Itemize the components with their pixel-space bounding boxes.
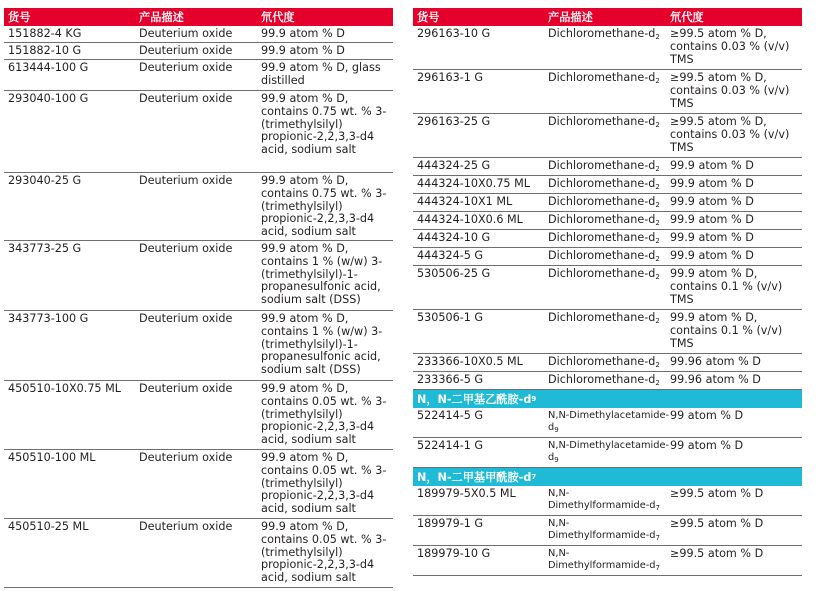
product-description [139,452,261,465]
table-row [413,266,802,310]
catalog-number-text: 296163-1 G [417,71,484,84]
product-description-text: Dichloromethane-d [548,249,656,262]
table-row [4,241,393,311]
catalog-number [413,232,548,245]
deuteration-level [670,160,802,173]
catalog-number [4,175,139,188]
product-description [139,175,261,188]
subscript: 2 [655,219,660,227]
product-description [139,93,261,106]
catalog-number-text: 530506-25 G [417,267,491,280]
deuteration-level [670,178,802,191]
deuteration-level-text: 99.9 atom % D [670,249,754,262]
deuteration-level-text: 99.9 atom % D [670,195,754,208]
table-header [413,8,802,26]
catalog-number-text: 293040-100 G [8,92,89,105]
product-description-text: N,N-Dimethylformamide-d [548,548,656,571]
subscript: 2 [655,273,660,281]
product-description-text: Deuterium oxide [139,44,233,57]
subscript: 2 [655,121,660,129]
deuteration-level [261,313,393,377]
deuteration-level-text: 99.9 atom % D [670,177,754,190]
catalog-number [4,313,139,326]
deuteration-level [261,28,393,41]
deuteration-level [670,518,802,531]
product-description [548,518,670,544]
product-description [548,250,670,266]
product-description [548,28,670,44]
table-row [4,43,393,60]
subscript: 9 [554,455,559,464]
subscript: 2 [655,33,660,41]
product-description [548,160,670,176]
deuteration-level-text: 99.9 atom % D, contains 1 % (w/w) 3-(trimethylsilyl)-1-propanesulfonic acid, sodium salt (DSS) [261,242,383,307]
table-row [4,91,393,173]
catalog-number [4,521,139,534]
catalog-number [413,250,548,263]
product-description [548,196,670,212]
product-description-text: Dichloromethane-d [548,195,656,208]
deuteration-level-text: ≥99.5 atom % D, contains 0.03 % (v/v) TMS [670,115,790,154]
deuteration-level [670,356,802,369]
catalog-number [413,518,548,531]
product-description [548,268,670,284]
subscript: 7 [655,503,660,512]
catalog-number-text: 444324-10X0.75 ML [417,177,530,190]
table-row [413,438,802,468]
header-catalog-no: 货号 [8,11,31,24]
subscript: 7 [655,563,660,572]
catalog-number-text: 530506-1 G [417,311,484,324]
table-row [4,311,393,381]
table-row [413,114,802,158]
subscript: 2 [655,77,660,85]
table-row [413,176,802,194]
product-description-text: Deuterium oxide [139,451,233,464]
catalog-number [413,356,548,369]
catalog-number-text: 613444-100 G [8,61,89,74]
deuteration-level-text: 99.9 atom % D [670,213,754,226]
deuteration-level-text: 99.9 atom % D, contains 0.1 % (v/v) TMS [670,267,783,306]
product-description-text: Dichloromethane-d [548,311,656,324]
catalog-number-text: 296163-25 G [417,115,491,128]
catalog-number [413,116,548,129]
product-description-text: N,N-Dimethylformamide-d [548,518,656,541]
deuteration-level [670,28,802,66]
table-row [413,486,802,516]
catalog-number [413,72,548,85]
product-description [139,28,261,41]
catalog-number-text: 444324-10X1 ML [417,195,513,208]
product-description-text: Dichloromethane-d [548,71,656,84]
table-row [413,248,802,266]
product-description-text: N,N-Dimethylacetamide-d [548,410,670,433]
product-description [548,410,670,436]
deuteration-level-text: 99.96 atom % D [670,373,761,386]
catalog-number-text: 343773-25 G [8,242,82,255]
deuteration-level [670,250,802,263]
table-row [413,372,802,390]
subscript: 2 [655,183,660,191]
product-description-text: Deuterium oxide [139,242,233,255]
header-catalog-no: 货号 [417,11,440,24]
product-description-text: Dichloromethane-d [548,27,656,40]
header-deuteration: 氘代度 [670,11,704,24]
deuteration-level [670,548,802,561]
product-description [548,440,670,466]
catalog-number-text: 444324-5 G [417,249,484,262]
catalog-number [413,268,548,281]
deuteration-level-text: 99.9 atom % D, contains 0.75 wt. % 3-(trimethylsilyl) propionic-2,2,3,3-d4 acid, sodium salt [261,92,387,157]
table-row [413,516,802,546]
product-description-text: N,N-Dimethylacetamide-d [548,440,670,463]
table-row [413,408,802,438]
product-description [548,214,670,230]
table-row [4,26,393,43]
product-description [139,313,261,326]
deuteration-level [670,116,802,154]
product-description-text: Dichloromethane-d [548,177,656,190]
subscript: 7 [531,473,537,481]
deuteration-level [670,268,802,306]
product-description-text: Dichloromethane-d [548,231,656,244]
product-description [139,62,261,75]
product-description [548,312,670,328]
deuteration-level [670,72,802,110]
product-description [548,116,670,132]
table-body [413,26,802,576]
section-header [413,390,802,408]
product-description [548,232,670,248]
deuteration-level-text: 99.9 atom % D, contains 1 % (w/w) 3-(trimethylsilyl)-1-propanesulfonic acid, sodium salt (DSS) [261,312,383,377]
table-row [413,212,802,230]
product-description-text: Deuterium oxide [139,312,233,325]
subscript: 2 [655,361,660,369]
product-description-text: Dichloromethane-d [548,213,656,226]
product-description [548,178,670,194]
section-header [413,468,802,486]
deuteration-level-text: ≥99.5 atom % D, contains 0.03 % (v/v) TMS [670,71,790,110]
deuteration-level [670,374,802,387]
deuteration-level [261,175,393,239]
deuteration-level-text: ≥99.5 atom % D [670,487,764,500]
deuteration-level [261,62,393,88]
subscript: 9 [554,425,559,434]
header-deuteration: 氘代度 [261,11,295,24]
table-header [4,8,393,26]
deuteration-level-text: 99.9 atom % D, contains 0.05 wt. % 3-(trimethylsilyl) propionic-2,2,3,3-d4 acid, sodium salt [261,520,387,585]
catalog-number-text: 189979-1 G [417,517,484,530]
table-row [413,354,802,372]
product-description-text: Deuterium oxide [139,61,233,74]
catalog-number-text: 293040-25 G [8,174,82,187]
deuteration-level-text: 99.9 atom % D [670,159,754,172]
product-description [139,45,261,58]
deuteration-level-text: 99.9 atom % D [670,231,754,244]
deuteration-level [670,488,802,501]
deuteration-level-text: 99 atom % D [670,439,744,452]
catalog-number [413,196,548,209]
product-description [139,383,261,396]
table-row [413,194,802,212]
deuteration-level-text: 99.9 atom % D [261,27,345,40]
catalog-number [4,28,139,41]
deuteration-level [670,214,802,227]
deuteration-level [670,196,802,209]
product-description [548,356,670,372]
catalog-number-text: 444324-10X0.6 ML [417,213,523,226]
deuteration-level [670,232,802,245]
catalog-number-text: 233366-5 G [417,373,484,386]
product-description-text: Dichloromethane-d [548,355,656,368]
catalog-number [4,452,139,465]
catalog-number-text: 151882-10 G [8,44,82,57]
catalog-number [413,160,548,173]
catalog-number [413,312,548,325]
catalog-number-text: 151882-4 KG [8,27,82,40]
catalog-number [413,548,548,561]
header-description: 产品描述 [548,11,593,24]
deuteration-level-text: ≥99.5 atom % D [670,517,764,530]
product-description-text: Deuterium oxide [139,382,233,395]
product-description-text: Deuterium oxide [139,27,233,40]
product-description [548,488,670,514]
product-description-text: Dichloromethane-d [548,115,656,128]
catalog-number [413,374,548,387]
catalog-number [4,93,139,106]
catalog-number [413,488,548,501]
product-description [548,374,670,390]
subscript: 7 [655,533,660,542]
table-row [413,70,802,114]
catalog-number [4,62,139,75]
catalog-number [4,383,139,396]
deuteration-level-text: 99.9 atom % D, contains 0.75 wt. % 3-(trimethylsilyl) propionic-2,2,3,3-d4 acid, sodium salt [261,174,387,239]
table-row [4,450,393,519]
deuteration-level [670,410,802,423]
catalog-number-text: 343773-100 G [8,312,89,325]
table-row [413,26,802,70]
deuteration-level-text: 99.9 atom % D, glass distilled [261,61,381,87]
subscript: 2 [655,255,660,263]
subscript: 2 [655,165,660,173]
subscript: 2 [655,317,660,325]
deuteration-level [261,93,393,157]
catalog-number [413,214,548,227]
catalog-number-text: 444324-10 G [417,231,491,244]
right-product-table [413,8,802,576]
catalog-number-text: 522414-1 G [417,439,484,452]
deuteration-level-text: 99.9 atom % D, contains 0.1 % (v/v) TMS [670,311,783,350]
product-description-text: Deuterium oxide [139,174,233,187]
deuteration-level-text: ≥99.5 atom % D, contains 0.03 % (v/v) TMS [670,27,790,66]
table-row [4,381,393,450]
section-title: N，N-二甲基甲酰胺-d [417,471,532,484]
subscript: 2 [655,379,660,387]
deuteration-level-text: 99.9 atom % D [261,44,345,57]
deuteration-level-text: 99.9 atom % D, contains 0.05 wt. % 3-(trimethylsilyl) propionic-2,2,3,3-d4 acid, sodium salt [261,382,387,447]
deuteration-level [261,45,393,58]
catalog-number-text: 296163-10 G [417,27,491,40]
product-description-text: Dichloromethane-d [548,373,656,386]
table-row [413,310,802,354]
catalog-number-text: 450510-100 ML [8,451,96,464]
table-body [4,26,393,588]
catalog-number-text: 450510-10X0.75 ML [8,382,121,395]
catalog-number [413,410,548,423]
header-description: 产品描述 [139,11,184,24]
product-description-text: Deuterium oxide [139,520,233,533]
product-description-text: Dichloromethane-d [548,267,656,280]
catalog-number [4,243,139,256]
deuteration-level [261,383,393,447]
catalog-number-text: 450510-25 ML [8,520,89,533]
product-description [548,548,670,574]
catalog-number-text: 189979-5X0.5 ML [417,487,516,500]
catalog-number-text: 444324-25 G [417,159,491,172]
product-description-text: N,N-Dimethylformamide-d [548,488,656,511]
table-row [4,173,393,241]
deuteration-level [261,521,393,585]
table-row [413,546,802,576]
deuteration-level-text: ≥99.5 atom % D [670,547,764,560]
subscript: 2 [655,201,660,209]
table-row [413,158,802,176]
catalog-number-text: 233366-10X0.5 ML [417,355,523,368]
deuteration-level-text: 99.96 atom % D [670,355,761,368]
product-description [548,72,670,88]
product-description [139,521,261,534]
catalog-number-text: 189979-10 G [417,547,491,560]
deuteration-level-text: 99.9 atom % D, contains 0.05 wt. % 3-(trimethylsilyl) propionic-2,2,3,3-d4 acid, sodium salt [261,451,387,516]
section-title: N，N-二甲基乙酰胺-d [417,393,532,406]
product-description-text: Deuterium oxide [139,92,233,105]
deuteration-level [670,312,802,350]
table-row [4,60,393,91]
catalog-number-text: 522414-5 G [417,409,484,422]
left-product-table [4,8,393,588]
product-description-text: Dichloromethane-d [548,159,656,172]
table-row [4,519,393,588]
catalog-number [4,45,139,58]
deuteration-level [670,440,802,453]
catalog-number [413,178,548,191]
deuteration-level [261,243,393,307]
catalog-number [413,28,548,41]
subscript: 9 [531,395,537,403]
deuteration-level-text: 99 atom % D [670,409,744,422]
subscript: 2 [655,237,660,245]
product-description [139,243,261,256]
catalog-number [413,440,548,453]
table-row [413,230,802,248]
deuteration-level [261,452,393,516]
